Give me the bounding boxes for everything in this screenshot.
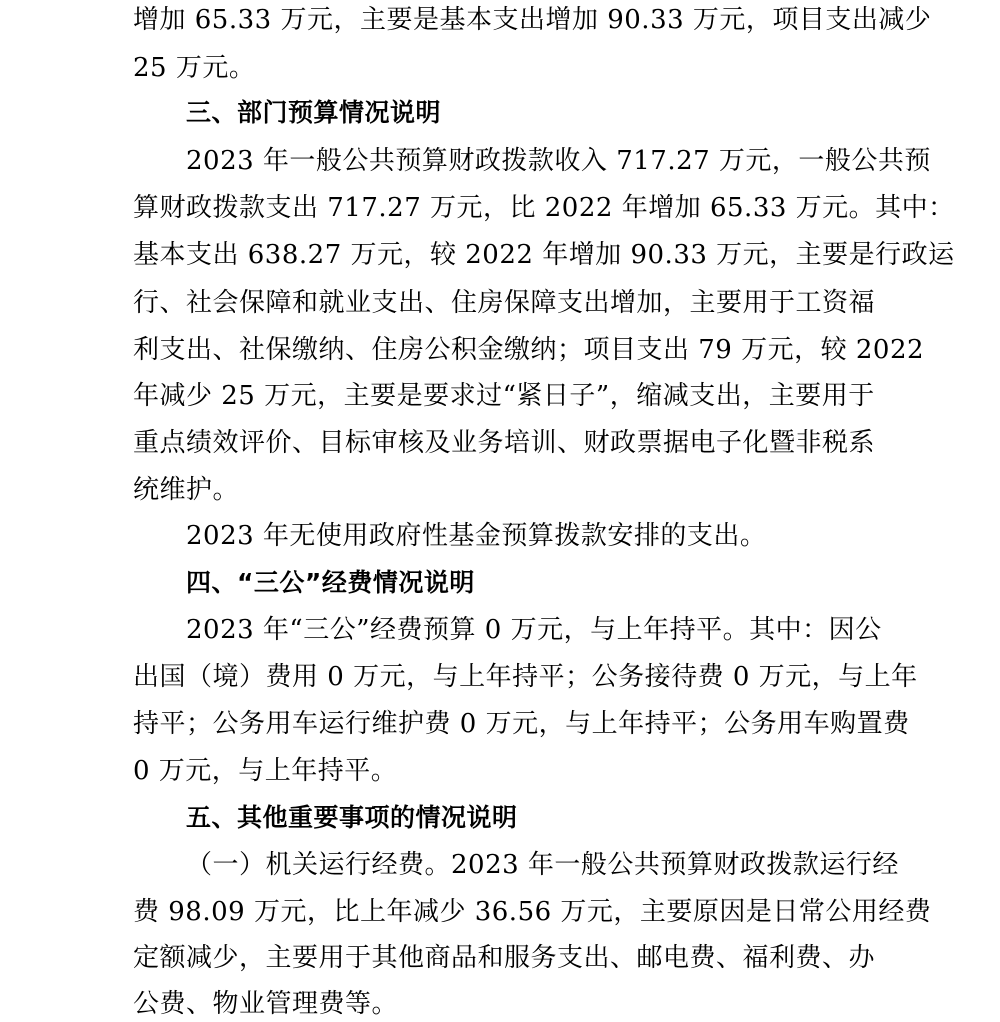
body-text-line: 增加 65.33 万元，主要是基本支出增加 90.33 万元，项目支出减少 <box>133 5 932 35</box>
body-text-line: 基本支出 638.27 万元，较 2022 年增加 90.33 万元，主要是行政运 <box>133 240 955 270</box>
body-text-line: 0 万元，与上年持平。 <box>133 756 398 786</box>
body-text-line: 行、社会保障和就业支出、住房保障支出增加，主要用于工资福 <box>133 288 876 318</box>
body-text-line: 利支出、社保缴纳、住房公积金缴纳；项目支出 79 万元，较 2022 <box>133 335 925 365</box>
body-text-line: 公费、物业管理费等。 <box>133 989 399 1019</box>
body-text-line: 统维护。 <box>133 475 240 505</box>
section-heading: 四、“三公”经费情况说明 <box>186 568 475 597</box>
body-text-line: 25 万元。 <box>133 53 256 83</box>
body-text-line: 算财政拨款支出 717.27 万元，比 2022 年增加 65.33 万元。其中： <box>133 193 955 223</box>
body-text-line: 费 98.09 万元，比上年减少 36.56 万元，主要原因是日常公用经费 <box>133 897 932 927</box>
body-text-line: 持平；公务用车运行维护费 0 万元，与上年持平；公务用车购置费 <box>133 709 910 739</box>
section-heading: 五、其他重要事项的情况说明 <box>186 803 518 832</box>
body-text-line: 重点绩效评价、目标审核及业务培训、财政票据电子化暨非税系 <box>133 428 876 458</box>
body-text-line: （一）机关运行经费。2023 年一般公共预算财政拨款运行经 <box>186 850 899 880</box>
body-text-line: 年减少 25 万元，主要是要求过“紧日子”，缩减支出，主要用于 <box>133 381 875 411</box>
body-text-line: 2023 年“三公”经费预算 0 万元，与上年持平。其中：因公 <box>186 615 882 645</box>
body-text-line: 2023 年无使用政府性基金预算拨款安排的支出。 <box>186 521 767 551</box>
body-text-line: 定额减少，主要用于其他商品和服务支出、邮电费、福利费、办 <box>133 943 876 973</box>
body-text-line: 出国（境）费用 0 万元，与上年持平；公务接待费 0 万元，与上年 <box>133 662 918 692</box>
body-text-line: 2023 年一般公共预算财政拨款收入 717.27 万元，一般公共预 <box>186 146 931 176</box>
section-heading: 三、部门预算情况说明 <box>186 98 442 127</box>
